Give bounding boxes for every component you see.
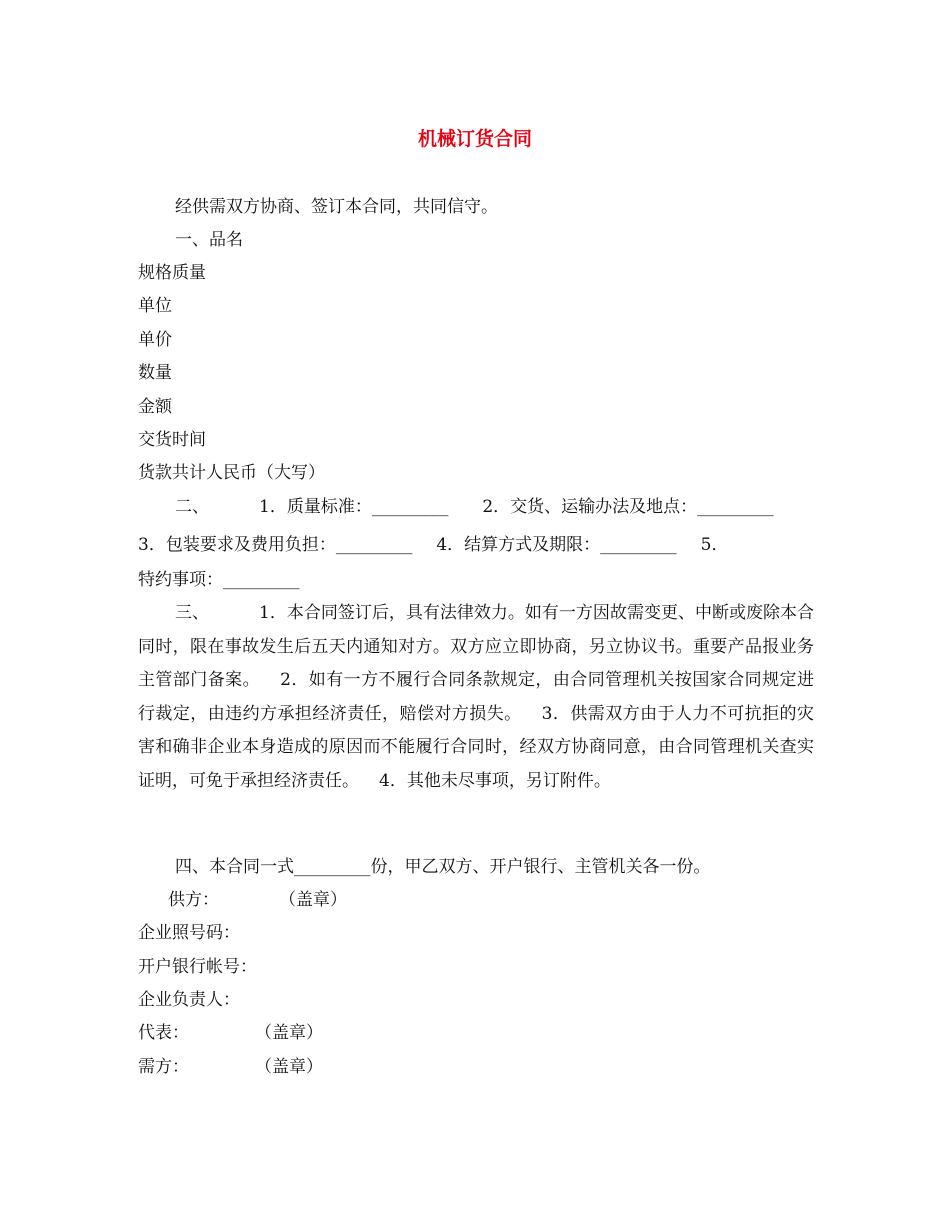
clause-delivery-transport: 2．交货、运输办法及地点：_________ (482, 497, 774, 517)
clause-3-1: 1．本合同签订后，具有法律效力。如有一方因故需变更、中断或废除本合同时，限在事故发生后五天内通知对方。双方应立即协商，另立协议书。重要产品报业务主管部门备案。 (138, 603, 814, 690)
item-quantity: 数量 (138, 363, 172, 383)
buyer-seal: （盖章） (255, 1057, 323, 1077)
section-3-paragraph (138, 597, 814, 798)
item-amount: 金额 (138, 397, 172, 417)
clause-settlement: 4．结算方式及期限：_________ (436, 535, 677, 555)
item-spec-quality: 规格质量 (138, 263, 206, 283)
section-2-line-1 (175, 497, 774, 517)
buyer-line (138, 1057, 323, 1077)
item-unit-price: 单价 (138, 330, 172, 350)
clause-3-2: 2．如有一方不履行合同条款规定，由合同管理机关按国家合同规定进行裁定，由违约方承担经济责任，赔偿对方损失。 (138, 670, 814, 724)
document-title: 机械订货合同 (417, 128, 532, 150)
representative-label: 代表： (138, 1023, 189, 1043)
representative-seal: （盖章） (255, 1023, 323, 1043)
item-delivery-time: 交货时间 (138, 430, 206, 450)
bank-account-label: 开户银行帐号： (138, 957, 257, 977)
clause-packaging: 3．包装要求及费用负担：_________ (138, 535, 413, 555)
section-4-text: 四、本合同一式_________份，甲乙双方、开户银行、主管机关各一份。 (175, 857, 711, 877)
supplier-label: 供方： (168, 890, 219, 910)
supplier-seal: （盖章） (279, 890, 347, 910)
clause-3-4: 4．其他未尽事项，另订附件。 (379, 770, 611, 791)
license-number-label: 企业照号码： (138, 923, 240, 943)
section-2-number: 二、 (175, 497, 209, 517)
clause-quality-standard: 1．质量标准：_________ (259, 497, 449, 517)
supplier-line (168, 890, 347, 910)
section-3-number: 三、 (175, 603, 210, 623)
clause-special-terms: 特约事项：_________ (138, 570, 300, 590)
enterprise-head-label: 企业负责人： (138, 990, 240, 1010)
item-total-payment: 货款共计人民币（大写） (138, 463, 325, 483)
section-2-line-2 (138, 535, 728, 555)
representative-line (138, 1023, 323, 1043)
clause-5-number: 5． (700, 535, 729, 555)
item-unit: 单位 (138, 296, 172, 316)
section-1-heading: 一、品名 (175, 230, 243, 250)
buyer-label: 需方： (138, 1057, 189, 1077)
clause-3-3: 3．供需双方由于人力不可抗拒的灾害和确非企业本身造成的原因而不能履行合同时，经双方协商同意，由合同管理机关查实证明，可免于承担经济责任。 (138, 703, 814, 791)
intro-text: 经供需双方协商、签订本合同，共同信守。 (175, 197, 498, 217)
